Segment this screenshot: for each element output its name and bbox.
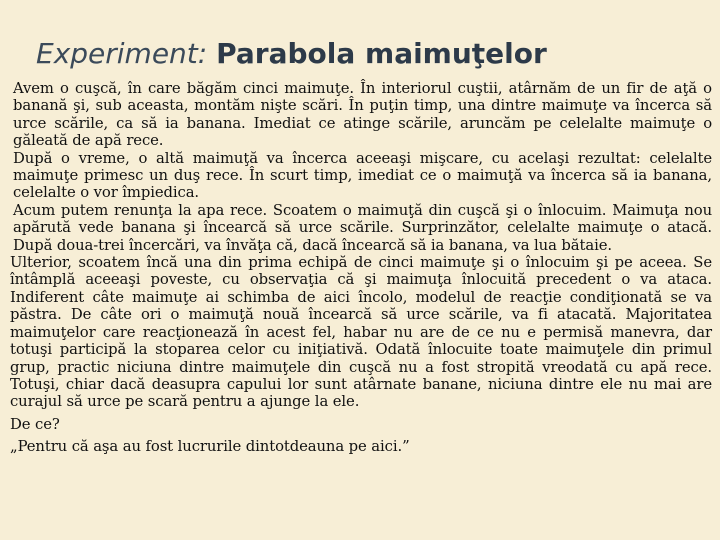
- paragraph-2: După o vreme, o altă maimuţă va încerca aceeaşi mişcare, cu acelaşi rezultat: celelalte maimuţe primesc un duş rece. În scurt timp, imediat ce o maimuţă va încerca să ia banana, celelalte o vor împiedica.: [13, 149, 712, 202]
- question-line: De ce?: [10, 415, 60, 433]
- paragraph-4: Ulterior, scoatem încă una din prima echipă de cinci maimuţe şi o înlocuim şi pe aceea. Se întâmplă aceeaşi poveste, cu observaţia că şi maimuţa înlocuită precedent o va ataca. Indiferent câte maimuţe ai schimba de aici încolo, modelul de reacţie condiţionată se va păstra. De câte ori o maimuţă nouă încearcă să urce scările, va fi atacată. Majoritatea maimuţelor care reacţionează în acest fel, habar nu are de ce nu e permisă manevra, dar totuşi participă la stoparea celor cu iniţiativă. Odată înlocuite toate maimuţele din primul grup, practic niciuna dintre maimuţele din cuşcă nu a fost stropită vreodată cu apă rece. Totuşi, chiar dacă deasupra capului lor sunt atârnate banane, niciuna dintre ele nu mai are curajul să urce pe scară pentru a ajunge la ele.: [10, 254, 712, 411]
- title-prefix: Experiment:: [36, 37, 208, 70]
- title-main: Parabola maimuţelor: [216, 37, 547, 70]
- slide-body: [10, 80, 712, 456]
- paragraph-1: Avem o cuşcă, în care băgăm cinci maimuţe. În interiorul cuştii, atârnăm de un fir de aţă o banană şi, sub aceasta, montăm nişte scări. În puţin timp, una dintre maimuţe va încerca să urce scările, ca să ia banana. Imediat ce atinge scările, aruncăm pe celelalte maimuţe o găleată de apă rece.: [13, 80, 712, 150]
- closing-quote: „Pentru că aşa au fost lucrurile dintotdeauna pe aici.”: [10, 438, 410, 456]
- paragraph-3: Acum putem renunţa la apa rece. Scoatem o maimuţă din cuşcă şi o înlocuim. Maimuţa nou apărută vede banana şi încearcă să urce scările. Surprinzător, celelalte maimuţe o atacă. După doua-trei încercări, va învăţa că, dacă încearcă să ia banana, va lua bătaie.: [13, 201, 712, 254]
- slide-title: [36, 36, 547, 72]
